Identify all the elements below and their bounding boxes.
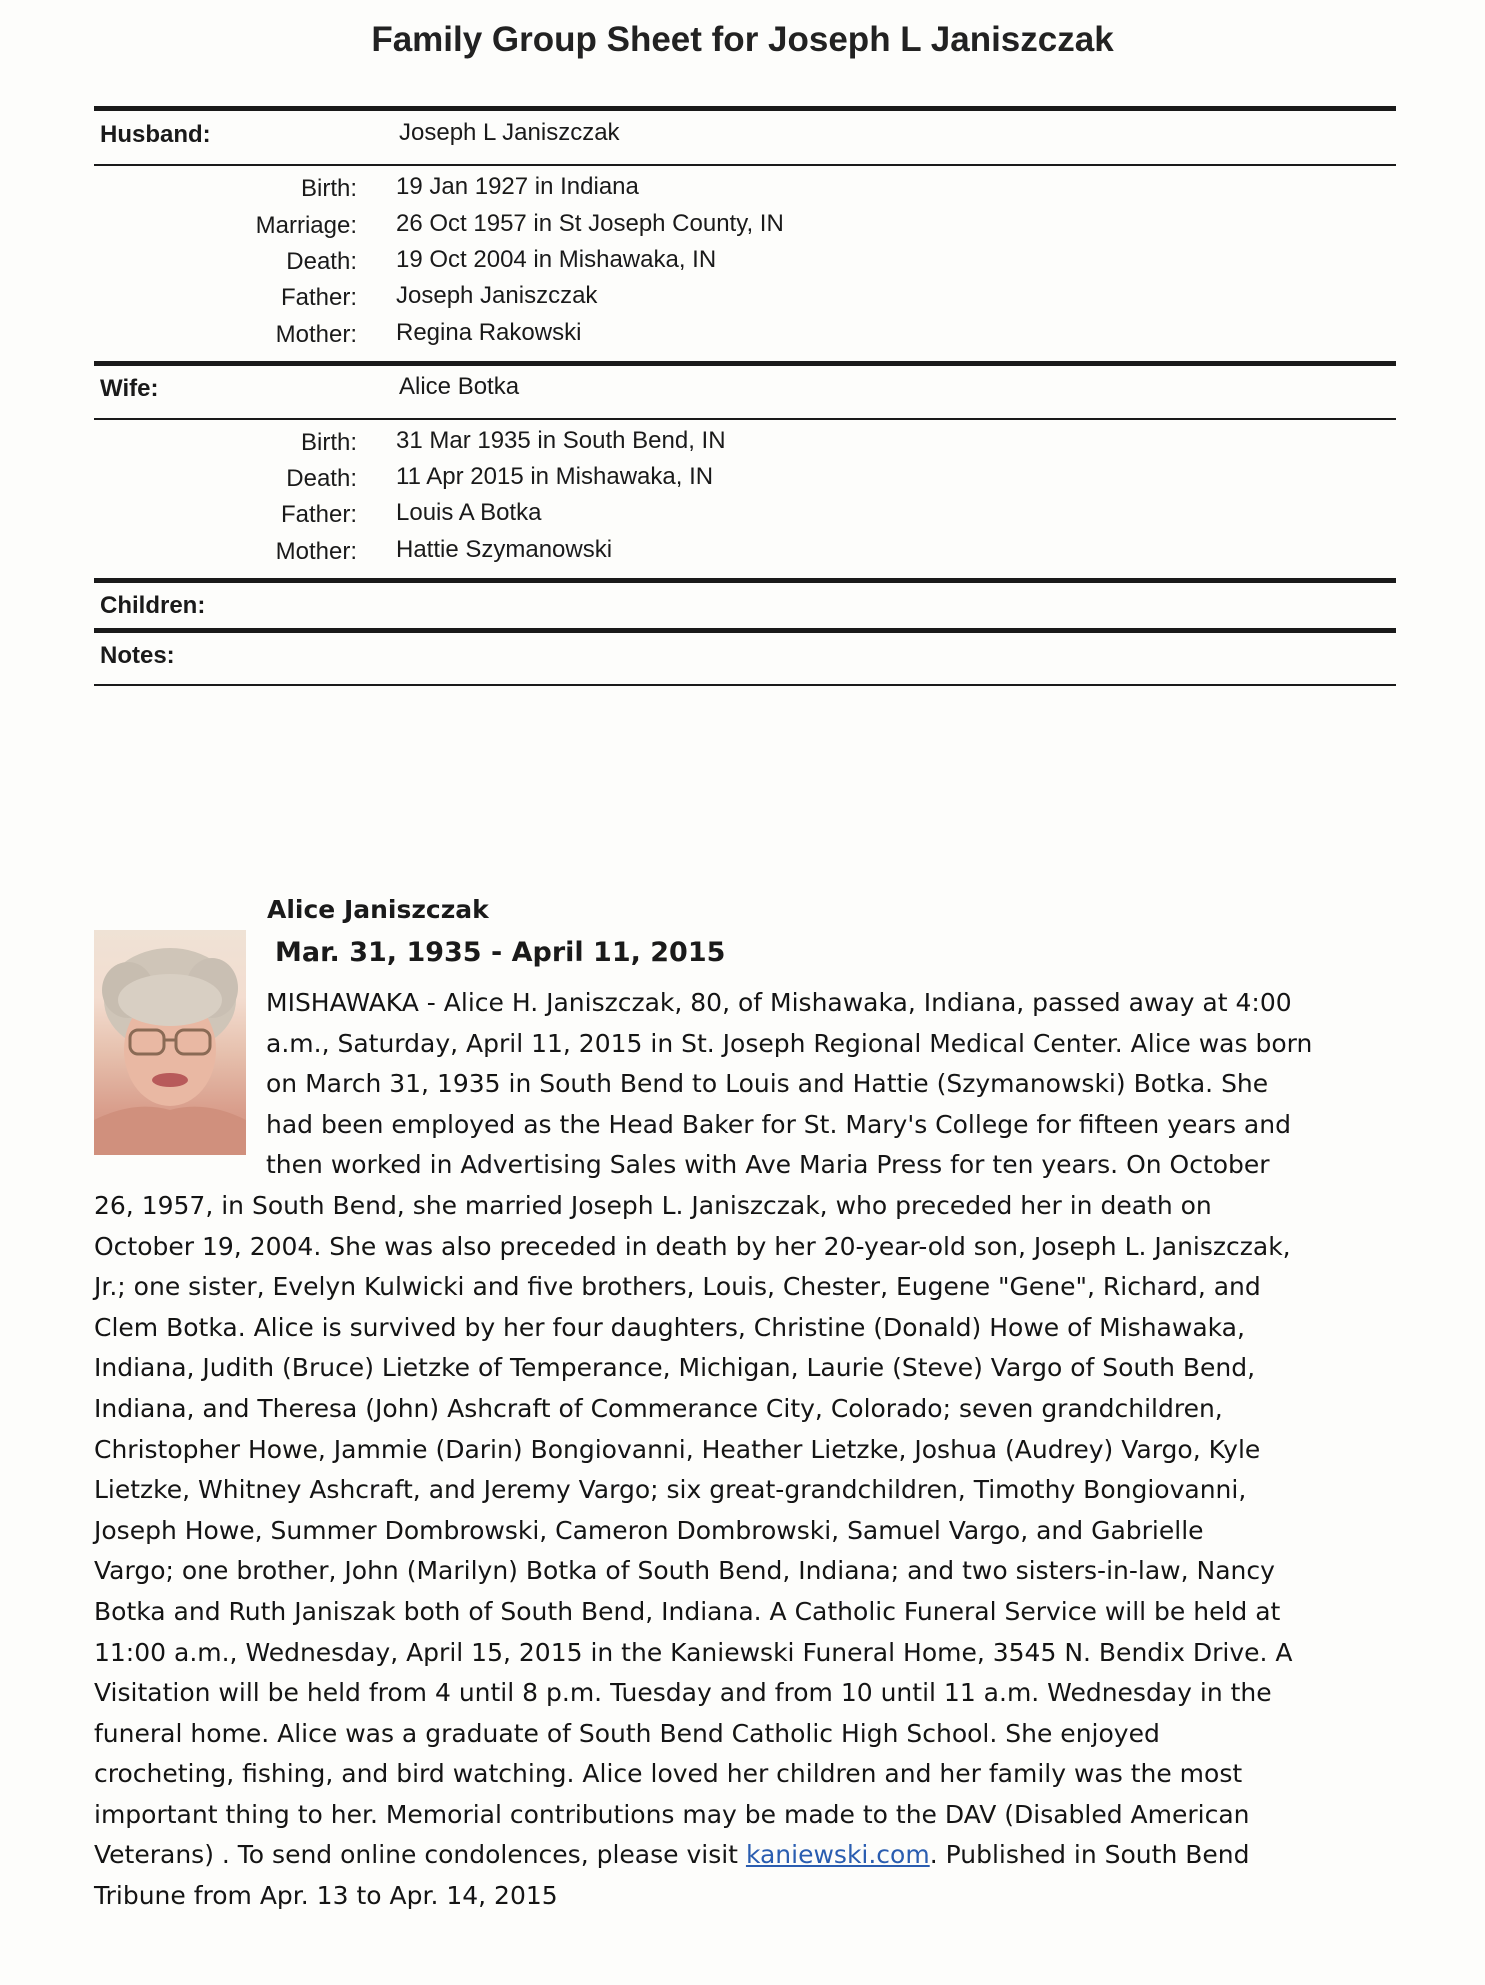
wife-mother-value: Hattie Szymanowski — [396, 536, 613, 563]
wife-father-value: Louis A Botka — [396, 499, 542, 526]
obituary-line: Veterans) . To send online condolences, please visit — [94, 1840, 738, 1870]
obituary-line: Indiana, Judith (Bruce) Lietzke of Temperance, Michigan, Laurie (Steve) Vargo of South Bend, — [94, 1353, 1256, 1383]
obituary-line: on March 31, 1935 in South Bend to Louis and Hattie (Szymanowski) Botka. She — [266, 1069, 1269, 1099]
obituary-line: Clem Botka. Alice is survived by her four daughters, Christine (Donald) Howe of Mishawaka, — [94, 1312, 1245, 1342]
obituary-line: Visitation will be held from 4 until 8 p.m. Tuesday and from 10 until 11 a.m. Wednesday in the — [94, 1678, 1272, 1708]
section-rule — [94, 361, 1396, 366]
husband-marriage-label: Marriage: — [255, 212, 357, 239]
obituary-line: Botka and Ruth Janiszak both of South Bend, Indiana. A Catholic Funeral Service will be held at — [94, 1596, 1281, 1626]
wife-birth-label: Birth: — [300, 429, 357, 456]
wife-mother-label: Mother: — [275, 538, 357, 565]
obituary-line: Tribune from Apr. 13 to Apr. 14, 2015 — [94, 1881, 558, 1911]
obituary-line: important thing to her. Memorial contributions may be made to the DAV (Disabled American — [94, 1799, 1250, 1829]
wife-death-value: 11 Apr 2015 in Mishawaka, IN — [396, 463, 714, 490]
obituary-line: Lietzke, Whitney Ashcraft, and Jeremy Vargo; six great-grandchildren, Timothy Bongiovanni, — [94, 1475, 1247, 1505]
wife-name: Alice Botka — [399, 373, 520, 400]
section-rule — [94, 628, 1396, 633]
section-divider — [94, 164, 1396, 166]
condolences-link[interactable]: kaniewski.com — [745, 1840, 930, 1870]
obituary-name: Alice Janiszczak — [267, 895, 489, 924]
obituary-line: 11:00 a.m., Wednesday, April 15, 2015 in the Kaniewski Funeral Home, 3545 N. Bendix Drive. A — [94, 1637, 1293, 1667]
obituary-line-tail: . Published in South Bend — [929, 1840, 1250, 1870]
wife-death-label: Death: — [286, 465, 357, 492]
husband-death-label: Death: — [286, 248, 357, 275]
children-label: Children: — [100, 592, 206, 619]
obituary-line-with-link — [94, 1835, 1404, 1876]
wife-father-label: Father: — [280, 501, 357, 528]
section-divider — [94, 418, 1396, 420]
obituary-line: Christopher Howe, Jammie (Darin) Bongiovanni, Heather Lietzke, Joshua (Audrey) Vargo, Kyle — [94, 1434, 1261, 1464]
obituary-line: a.m., Saturday, April 11, 2015 in St. Joseph Regional Medical Center. Alice was born — [266, 1028, 1313, 1058]
husband-mother-value: Regina Rakowski — [396, 319, 582, 346]
section-rule — [94, 578, 1396, 583]
obituary-line: Joseph Howe, Summer Dombrowski, Cameron Dombrowski, Samuel Vargo, and Gabrielle — [94, 1515, 1204, 1545]
husband-label: Husband: — [100, 121, 211, 148]
husband-father-label: Father: — [280, 284, 357, 311]
obituary-line: Vargo; one brother, John (Marilyn) Botka of South Bend, Indiana; and two sisters-in-law, Nancy — [94, 1556, 1275, 1586]
section-rule — [94, 106, 1396, 111]
husband-name: Joseph L Janiszczak — [399, 119, 620, 146]
obituary-dates: Mar. 31, 1935 - April 11, 2015 — [275, 937, 726, 968]
husband-father-value: Joseph Janiszczak — [396, 282, 598, 309]
page-title: Family Group Sheet for Joseph L Janiszczak — [371, 20, 1114, 59]
husband-death-value: 19 Oct 2004 in Mishawaka, IN — [396, 246, 717, 273]
obituary-line: October 19, 2004. She was also preceded in death by her 20-year-old son, Joseph L. Janiszczak, — [94, 1231, 1291, 1261]
husband-birth-value: 19 Jan 1927 in Indiana — [396, 173, 639, 200]
wife-birth-value: 31 Mar 1935 in South Bend, IN — [396, 427, 726, 454]
obituary-line: funeral home. Alice was a graduate of South Bend Catholic High School. She enjoyed — [94, 1718, 1160, 1748]
obituary-line: had been employed as the Head Baker for St. Mary's College for fifteen years and — [266, 1109, 1291, 1139]
obituary-line: crocheting, fishing, and bird watching. Alice loved her children and her family was the most — [94, 1759, 1243, 1789]
husband-birth-label: Birth: — [300, 175, 357, 202]
section-divider — [94, 684, 1396, 686]
husband-mother-label: Mother: — [275, 321, 357, 348]
wife-label: Wife: — [100, 375, 159, 402]
obituary-line: then worked in Advertising Sales with Ave Maria Press for ten years. On October — [266, 1150, 1270, 1180]
obituary-line: Jr.; one sister, Evelyn Kulwicki and five brothers, Louis, Chester, Eugene "Gene", Richard, and — [94, 1272, 1261, 1302]
notes-label: Notes: — [100, 642, 175, 669]
obituary-text — [94, 983, 1404, 1917]
obituary-line: Indiana, and Theresa (John) Ashcraft of Commerance City, Colorado; seven grandchildren, — [94, 1393, 1223, 1423]
husband-marriage-value: 26 Oct 1957 in St Joseph County, IN — [396, 210, 784, 237]
obituary-line: MISHAWAKA - Alice H. Janiszczak, 80, of Mishawaka, Indiana, passed away at 4:00 — [266, 988, 1292, 1017]
obituary-line: 26, 1957, in South Bend, she married Joseph L. Janiszczak, who preceded her in death on — [94, 1190, 1212, 1220]
